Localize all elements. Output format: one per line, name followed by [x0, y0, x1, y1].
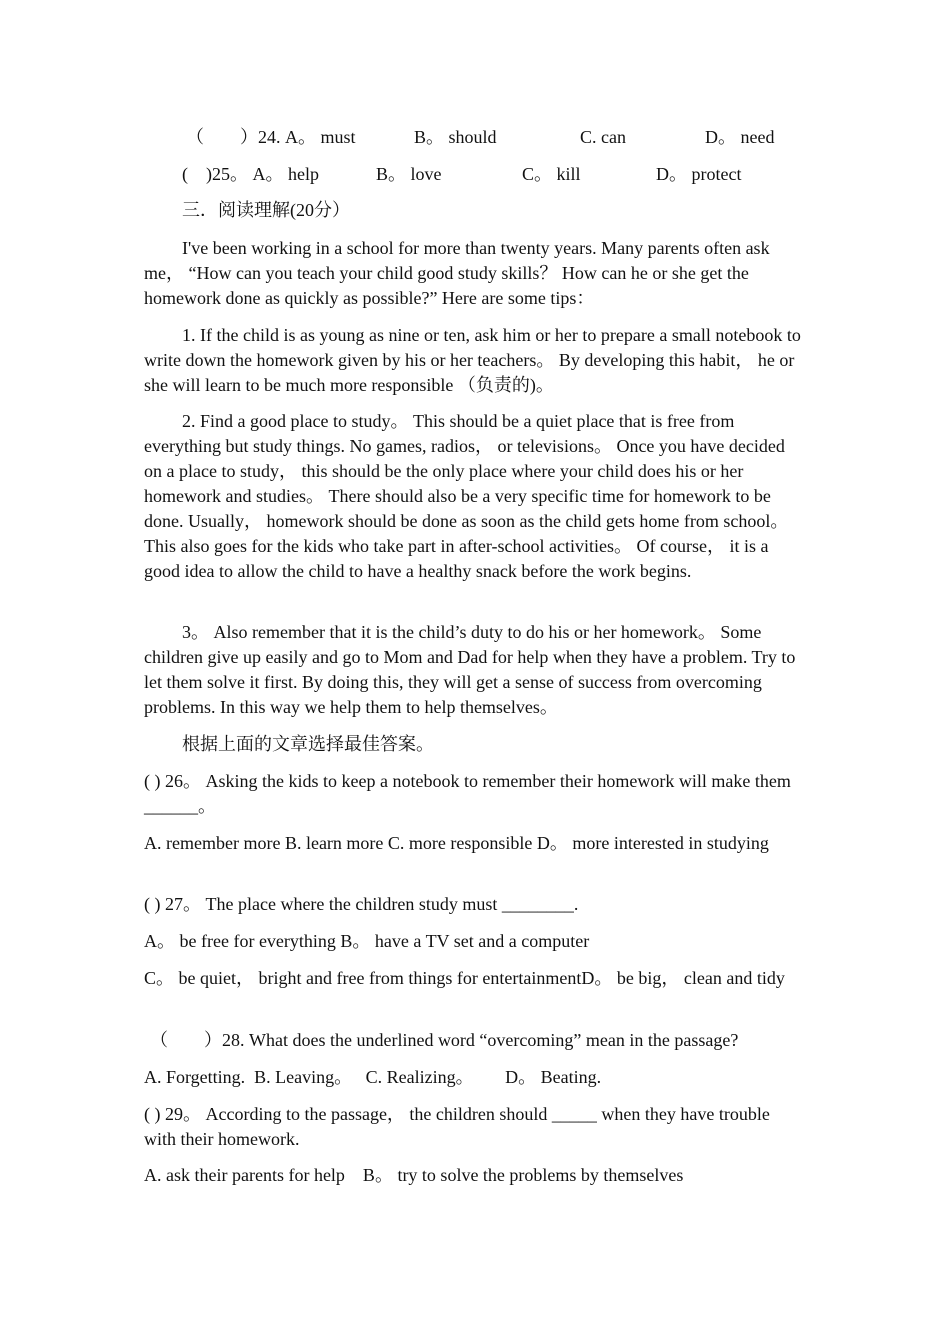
- passage-paragraph-1: I've been working in a school for more than twenty years. Many parents often ask me， “How can you teach your child good study skills？ How can he or she get the homework done as quickly as possible?” Here are some tips：: [144, 238, 770, 308]
- q28-options: A. Forgetting. B. Leaving。 C. Realizing。 D。 Beating.: [144, 1067, 602, 1087]
- passage-paragraph-3: 2. Find a good place to study。 This should be a quiet place that is free from everything but study things. No games, radios， or televisions。 Once you have decided on a place to study， this should be the only place where your child does his or her homework and studies。 There should also be a very specific time for homework to be done. Usually， homework should be done as soon as the child gets home from school。 This also goes for the kids who take part in after-school activities。 Of course， it is a good idea to allow the child to have a healthy snack before the work begins.: [144, 411, 789, 581]
- q24-option-c: C. can: [580, 127, 626, 147]
- q25-number-option-a: ( )25。 A。 help: [182, 164, 319, 184]
- q27-options-line-2: C。 be quiet， bright and free from things for entertainmentD。 be big， clean and tidy: [144, 968, 785, 988]
- q26-question: ( ) 26。 Asking the kids to keep a notebook to remember their homework will make them ______。: [144, 771, 791, 816]
- q28-question: （ ）28. What does the underlined word “overcoming” mean in the passage?: [150, 1030, 739, 1050]
- q27-options-line-1: A。 be free for everything B。 have a TV set and a computer: [144, 931, 590, 951]
- q25-option-b: B。 love: [376, 164, 442, 184]
- q24-option-b: B。 should: [414, 127, 497, 147]
- instruction: 根据上面的文章选择最佳答案。: [182, 734, 434, 754]
- q25-option-d: D。 protect: [656, 164, 742, 184]
- passage-paragraph-2: 1. If the child is as young as nine or ten, ask him or her to prepare a small notebook to write down the homework given by his or her teachers。 By developing this habit， he or she will learn to be much more responsible （负责的)。: [144, 325, 801, 395]
- q29-options: A. ask their parents for help B。 try to solve the problems by themselves: [144, 1165, 684, 1185]
- q24-number-option-a: （ ）24. A。 must: [186, 127, 356, 147]
- q25-option-c: C。 kill: [522, 164, 581, 184]
- q27-question: ( ) 27。 The place where the children study must ________.: [144, 894, 579, 914]
- question-25: [0, 162, 950, 187]
- question-24: [0, 125, 950, 150]
- section-heading: 三．阅读理解(20分）: [182, 200, 350, 220]
- q26-options: A. remember more B. learn more C. more responsible D。 more interested in studying: [144, 833, 769, 853]
- q29-question: ( ) 29。 According to the passage， the children should _____ when they have trouble with their homework.: [144, 1104, 770, 1149]
- q24-option-d: D。 need: [705, 127, 775, 147]
- passage-paragraph-4: 3。 Also remember that it is the child’s duty to do his or her homework。 Some children give up easily and go to Mom and Dad for help when they have a problem. Try to let them solve it first. By doing this, they will get a sense of success from overcoming problems. In this way we help them to help themselves。: [144, 622, 796, 717]
